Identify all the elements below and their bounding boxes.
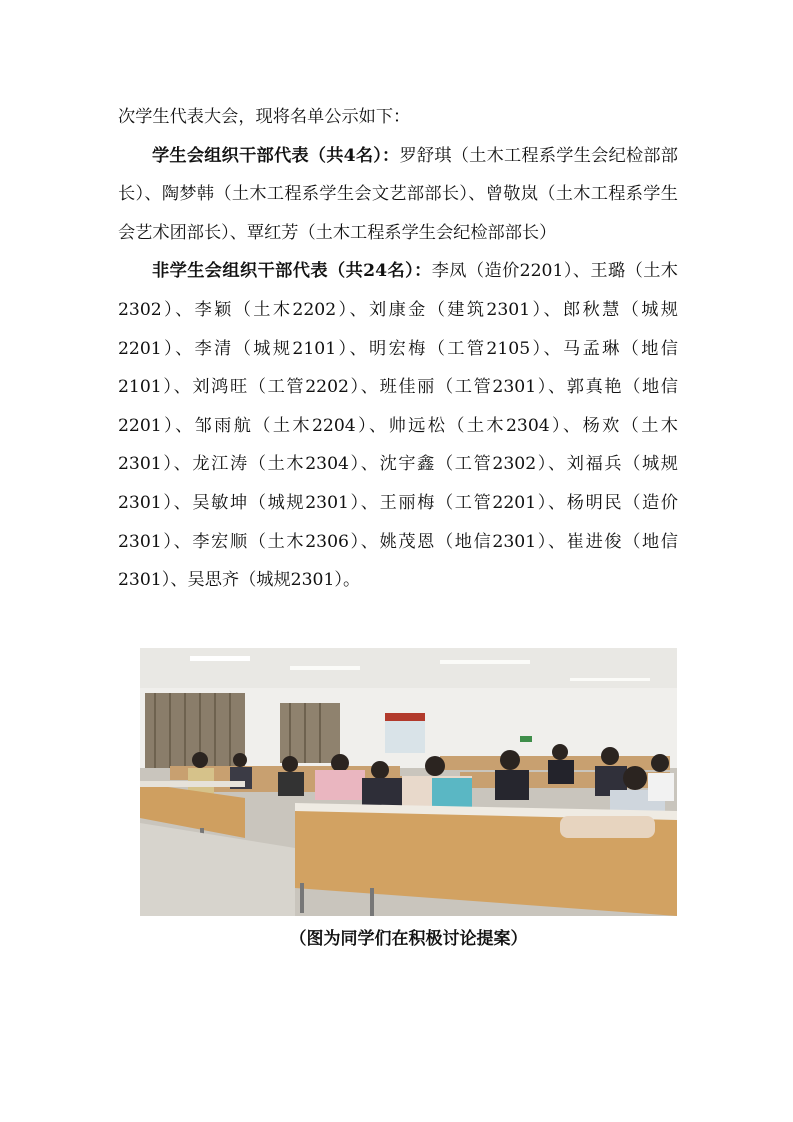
student-union-representatives-list: 罗舒琪（土木工程系学生会纪检部部长）、陶梦韩（土木工程系学生会文艺部部长）、曾敬岚（土木工程系学生会艺术团部长）、覃红芳（土木工程系学生会纪检部部长） [118,145,678,243]
student-union-representatives-paragraph [118,137,678,253]
student-union-representatives-label: 学生会组织干部代表（共4名）： [152,145,400,166]
non-student-union-representatives-label: 非学生会组织干部代表（共24名）： [152,261,432,282]
document-body [118,98,678,600]
photo-caption: （图为同学们在积极讨论提案） [289,929,528,949]
intro-text: 次学生代表大会，现将名单公示如下： [118,107,411,127]
non-student-union-representatives-paragraph [118,252,678,599]
classroom-discussion-photo [140,648,677,916]
intro-paragraph [118,98,678,137]
non-student-union-representatives-list: 李凤（造价2201）、王璐（土木2302）、李颖（土木2202）、刘康金（建筑2301）、郎秋慧（城规2201）、李清（城规2101）、明宏梅（工管2105）、马孟琳（地信2101）、刘鸿旺（工管2202）、班佳丽（工管2301）、郭真艳（地信2201）、邹雨航（土木2204）、帅远松（土木2304）、杨欢（土木2301）、龙江涛（土木2304）、沈宇鑫（工管2302）、刘福兵（城规2301）、吴敏坤（城规2301）、王丽梅（工管2201）、杨明民（造价2301）、李宏顺（土木2306）、姚茂恩（地信2301）、崔进俊（地信2301）、吴思齐（城规2301）。 [118,261,678,591]
